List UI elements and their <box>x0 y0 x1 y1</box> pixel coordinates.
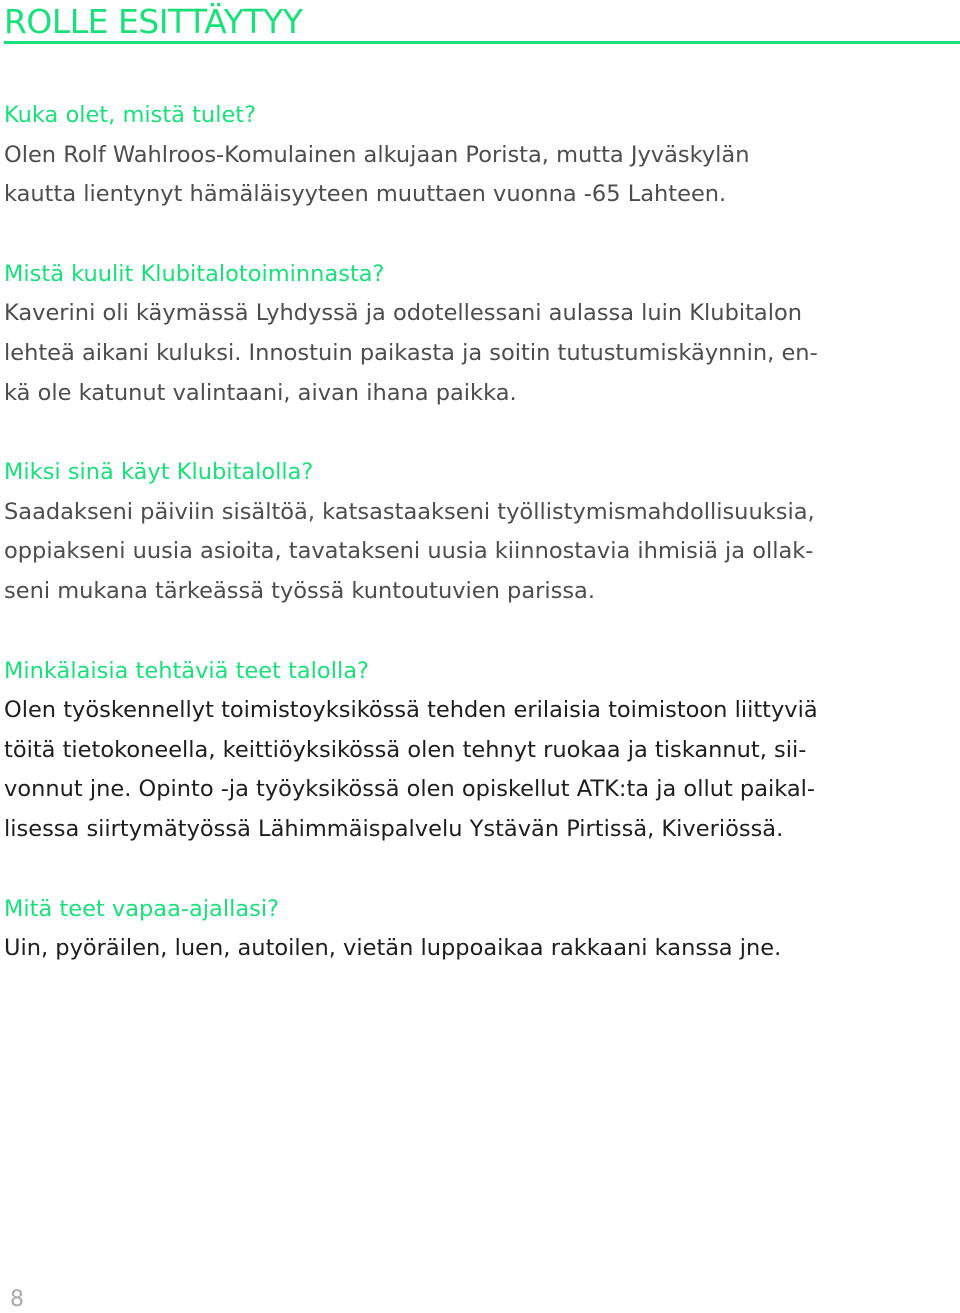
answer-line: Saadakseni päiviin sisältöä, katsastaakseni työllistymismahdollisuuksia, <box>4 498 815 525</box>
answer-line: lehteä aikani kuluksi. Innostuin paikasta ja soitin tutustumiskäynnin, en- <box>4 339 818 366</box>
answer-line: töitä tietokoneella, keittiöyksikössä olen tehnyt ruokaa ja tiskannut, sii- <box>4 736 807 763</box>
question-heading: Miksi sinä käyt Klubitalolla? <box>4 459 314 486</box>
interview-section-tasks <box>4 652 954 850</box>
answer-line: Olen työskennellyt toimistoyksikössä tehden erilaisia toimistoon liittyviä <box>4 697 818 724</box>
answer-line: kä ole katunut valintaani, aivan ihana paikka. <box>4 379 517 406</box>
answer-line: oppiakseni uusia asioita, tavatakseni uusia kiinnostavia ihmisiä ja ollak- <box>4 538 814 565</box>
page-number: 8 <box>10 1287 24 1312</box>
question-heading: Minkälaisia tehtäviä teet talolla? <box>4 657 369 684</box>
interview-section-reasons <box>4 453 954 611</box>
interview-section-discovery <box>4 255 954 413</box>
answer-line: Uin, pyöräilen, luen, autoilen, vietän luppoaikaa rakkaani kanssa jne. <box>4 935 782 962</box>
answer-line: Olen Rolf Wahlroos-Komulainen alkujaan Porista, mutta Jyväskylän <box>4 141 750 168</box>
answer-line: seni mukana tärkeässä työssä kuntoutuvien parissa. <box>4 577 595 604</box>
page-title: ROLLE ESITTÄYTYY <box>4 2 303 41</box>
interview-section-origin <box>4 96 954 215</box>
title-underline <box>4 41 960 44</box>
question-heading: Mistä kuulit Klubitalotoiminnasta? <box>4 260 385 287</box>
answer-line: kautta lientynyt hämäläisyyteen muuttaen vuonna -65 Lahteen. <box>4 181 727 208</box>
answer-line: lisessa siirtymätyössä Lähimmäispalvelu Ystävän Pirtissä, Kiveriössä. <box>4 815 784 842</box>
question-heading: Mitä teet vapaa-ajallasi? <box>4 895 280 922</box>
answer-line: Kaverini oli käymässä Lyhdyssä ja odotellessani aulassa luin Klubitalon <box>4 300 802 327</box>
interview-content <box>4 96 954 1009</box>
answer-line: vonnut jne. Opinto -ja työyksikössä olen opiskellut ATK:ta ja ollut paikal- <box>4 776 816 803</box>
page-header <box>4 2 960 42</box>
interview-section-free-time <box>4 890 954 969</box>
question-heading: Kuka olet, mistä tulet? <box>4 102 257 128</box>
